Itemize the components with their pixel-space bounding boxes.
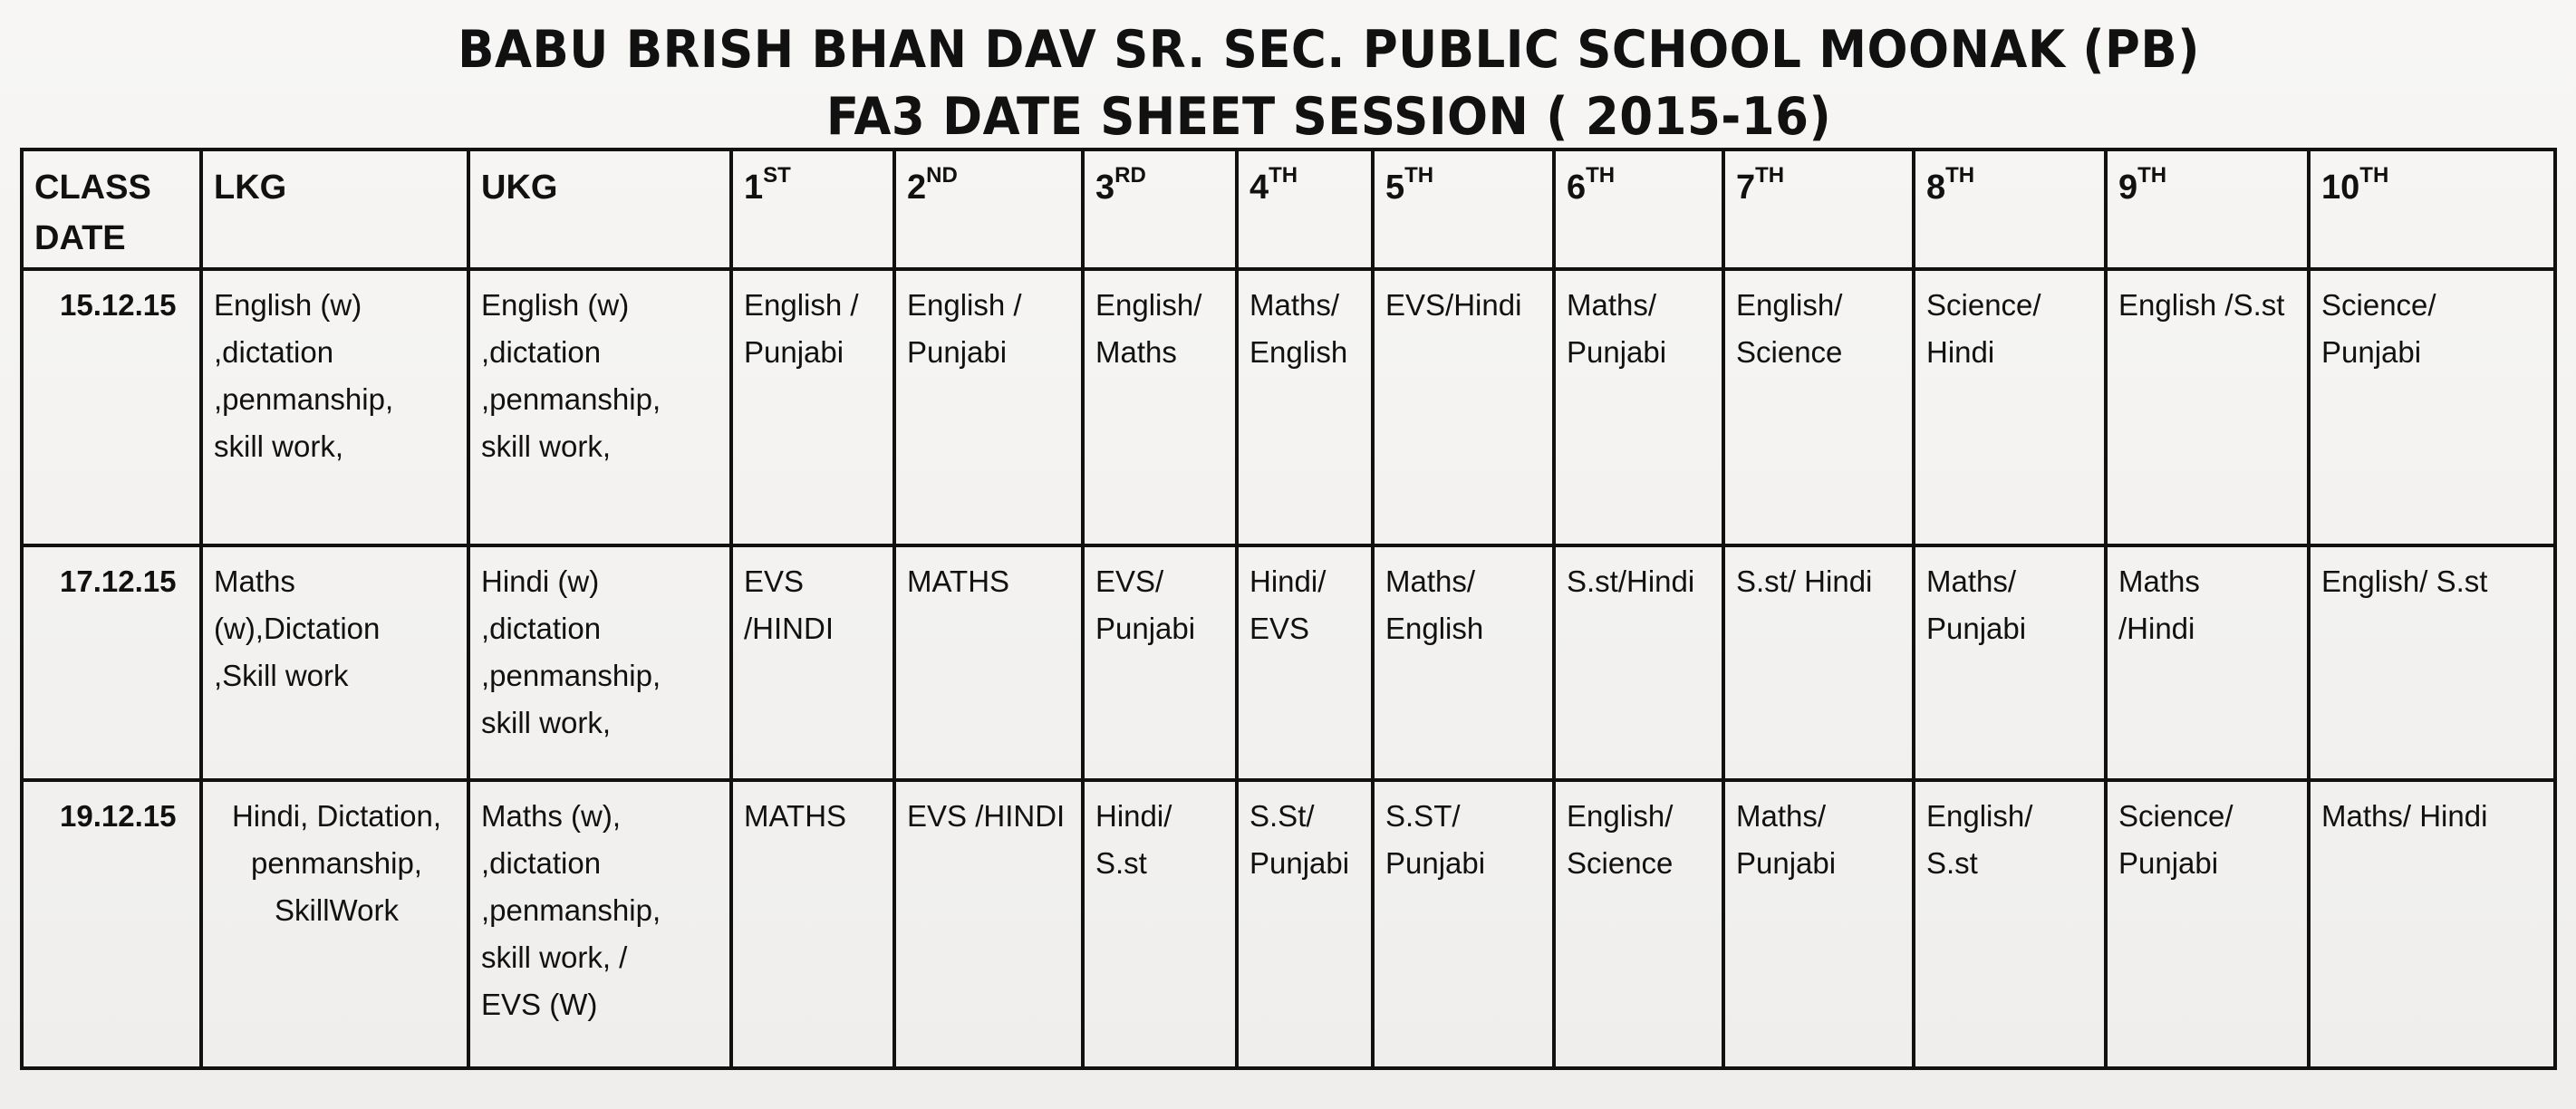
- column-header-1st: [731, 149, 894, 269]
- column-header-label: 1: [744, 169, 764, 207]
- column-header-label: 9: [2118, 169, 2138, 207]
- table-cell: Maths /Hindi: [2106, 545, 2309, 779]
- column-header-9th: [2106, 149, 2309, 269]
- column-header-suffix: TH: [2359, 163, 2389, 188]
- table-cell: Hindi/ EVS: [1237, 545, 1373, 779]
- table-cell: EVS /HINDI: [731, 545, 894, 779]
- table-cell: EVS /HINDI: [894, 780, 1083, 1068]
- table-cell: English/ Maths: [1083, 269, 1237, 545]
- column-header-label: 6: [1567, 169, 1587, 207]
- table-cell: Maths (w),Dictation ,Skill work: [201, 545, 468, 779]
- column-header-suffix: TH: [1586, 163, 1616, 188]
- table-cell: Science/ Punjabi: [2106, 780, 2309, 1068]
- table-cell: S.st/ Hindi: [1723, 545, 1914, 779]
- row-date: 19.12.15: [22, 780, 201, 1068]
- class-date-header: CLASS DATE: [22, 149, 201, 269]
- table-cell: EVS/Hindi: [1373, 269, 1554, 545]
- school-name: BABU BRISH BHAN DAV SR. SEC. PUBLIC SCHOOL MOONAK (PB): [458, 20, 2200, 80]
- column-header-label: 7: [1736, 169, 1756, 207]
- table-row: [22, 545, 2555, 779]
- table-cell: English/ S.st: [2309, 545, 2555, 779]
- date-sheet-table: [20, 148, 2557, 1070]
- table-cell: MATHS: [731, 780, 894, 1068]
- column-header-label: UKG: [481, 169, 558, 207]
- table-cell: Hindi, Dictation, penmanship, SkillWork: [201, 780, 468, 1068]
- table-cell: S.ST/ Punjabi: [1373, 780, 1554, 1068]
- column-header-suffix: TH: [1404, 163, 1434, 188]
- header: [0, 14, 2576, 149]
- table-cell: English / Punjabi: [731, 269, 894, 545]
- table-cell: English/ Science: [1554, 780, 1723, 1068]
- column-header-label: 8: [1926, 169, 1946, 207]
- table-cell: Hindi/ S.st: [1083, 780, 1237, 1068]
- table-cell: English/ S.st: [1914, 780, 2106, 1068]
- table-cell: Maths/ English: [1373, 545, 1554, 779]
- table-cell: Maths/ Punjabi: [1914, 545, 2106, 779]
- column-header-suffix: ND: [926, 163, 958, 188]
- column-header-label: 3: [1095, 169, 1115, 207]
- table-cell: English (w) ,dictation ,penmanship, skill work,: [468, 269, 731, 545]
- column-header-3rd: [1083, 149, 1237, 269]
- row-date: 17.12.15: [22, 545, 201, 779]
- sheet-title: FA3 DATE SHEET SESSION ( 2015-16): [825, 87, 1832, 147]
- column-header-10th: [2309, 149, 2555, 269]
- table-row: [22, 780, 2555, 1068]
- table-cell: English (w) ,dictation ,penmanship, skill work,: [201, 269, 468, 545]
- table-cell: English /S.st: [2106, 269, 2309, 545]
- column-header-suffix: TH: [1755, 163, 1785, 188]
- column-header-suffix: TH: [1945, 163, 1975, 188]
- table-cell: Science/ Hindi: [1914, 269, 2106, 545]
- column-header-7th: [1723, 149, 1914, 269]
- table-cell: Maths/ Hindi: [2309, 780, 2555, 1068]
- table-cell: Maths (w), ,dictation ,penmanship, skill work, / EVS (W): [468, 780, 731, 1068]
- table-cell: EVS/ Punjabi: [1083, 545, 1237, 779]
- column-header-label: 4: [1249, 169, 1269, 207]
- column-header-ukg: [468, 149, 731, 269]
- column-header-8th: [1914, 149, 2106, 269]
- header-row: [22, 149, 2555, 269]
- table-cell: Hindi (w) ,dictation ,penmanship, skill work,: [468, 545, 731, 779]
- column-header-label: LKG: [214, 169, 287, 207]
- column-header-4th: [1237, 149, 1373, 269]
- table-cell: Maths/ Punjabi: [1723, 780, 1914, 1068]
- table-row: [22, 269, 2555, 545]
- table-cell: MATHS: [894, 545, 1083, 779]
- column-header-5th: [1373, 149, 1554, 269]
- column-header-suffix: RD: [1114, 163, 1146, 188]
- table-cell: Maths/ English: [1237, 269, 1373, 545]
- column-header-lkg: [201, 149, 468, 269]
- column-header-suffix: TH: [1269, 163, 1298, 188]
- table-cell: Science/ Punjabi: [2309, 269, 2555, 545]
- column-header-label: 10: [2321, 169, 2360, 207]
- table-cell: English/ Science: [1723, 269, 1914, 545]
- row-date: 15.12.15: [22, 269, 201, 545]
- table-cell: S.st/Hindi: [1554, 545, 1723, 779]
- table-cell: Maths/ Punjabi: [1554, 269, 1723, 545]
- column-header-suffix: TH: [2137, 163, 2167, 188]
- column-header-suffix: ST: [763, 163, 791, 188]
- table-cell: English / Punjabi: [894, 269, 1083, 545]
- column-header-label: 5: [1385, 169, 1405, 207]
- table-cell: S.St/ Punjabi: [1237, 780, 1373, 1068]
- column-header-2nd: [894, 149, 1083, 269]
- column-header-6th: [1554, 149, 1723, 269]
- column-header-label: 2: [907, 169, 927, 207]
